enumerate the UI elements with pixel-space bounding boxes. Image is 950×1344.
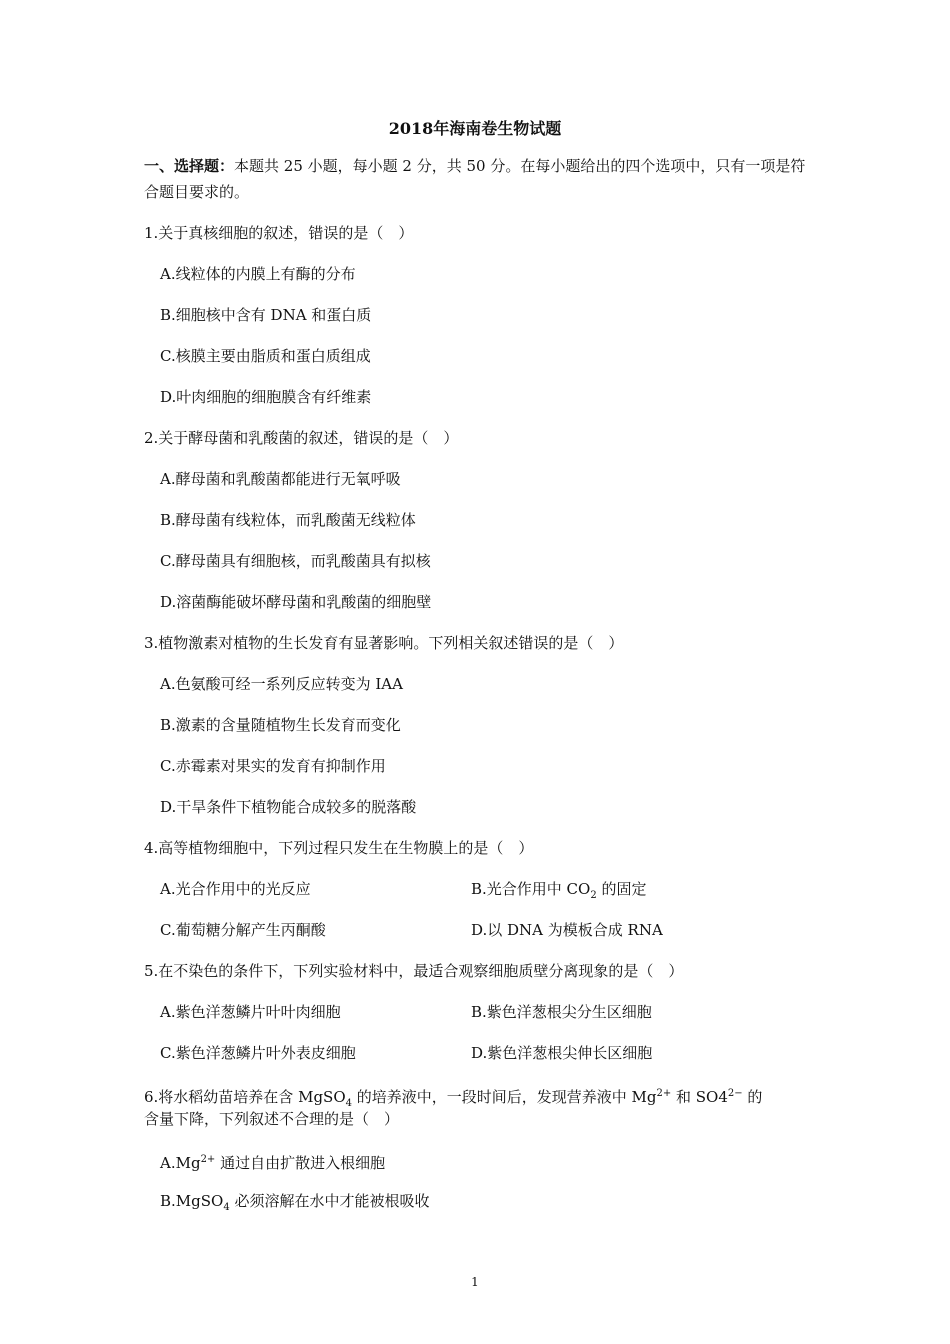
question-2-option-a: A.酵母菌和乳酸菌都能进行无氧呼吸 — [160, 470, 401, 488]
question-6-stem-subscript: 4 — [345, 1098, 352, 1109]
question-6-stem-part-d: 的 — [742, 1088, 763, 1106]
question-6-stem-line-2: 含量下降，下列叙述不合理的是（ ） — [144, 1110, 400, 1128]
question-6-stem-part-a: 6.将水稻幼苗培养在含 MgSO — [144, 1088, 346, 1106]
page-number: 1 — [471, 1275, 479, 1289]
question-5-option-c: C.紫色洋葱鳞片叶外表皮细胞 — [160, 1044, 356, 1062]
question-1-option-b: B.细胞核中含有 DNA 和蛋白质 — [160, 306, 372, 324]
question-2-stem: 2.关于酵母菌和乳酸菌的叙述，错误的是（ ） — [144, 429, 459, 447]
question-6-stem-part-c: 和 SO4 — [671, 1088, 728, 1106]
question-2-option-c: C.酵母菌具有细胞核，而乳酸菌具有拟核 — [160, 552, 431, 570]
question-5-option-d: D.紫色洋葱根尖伸长区细胞 — [471, 1044, 653, 1062]
question-6-option-b-post: 必须溶解在水中才能被根吸收 — [229, 1192, 430, 1210]
question-1-option-c: C.核膜主要由脂质和蛋白质组成 — [160, 347, 371, 365]
question-6-stem-superscript-1: 2+ — [656, 1088, 672, 1099]
question-5-option-b: B.紫色洋葱根尖分生区细胞 — [471, 1003, 652, 1021]
question-4-option-c: C.葡萄糖分解产生丙酮酸 — [160, 921, 326, 939]
question-6-option-a-post: 通过自由扩散进入根细胞 — [215, 1154, 386, 1172]
question-3-option-d: D.干旱条件下植物能合成较多的脱落酸 — [160, 798, 417, 816]
question-6-option-b — [160, 1189, 429, 1220]
question-4-option-b — [471, 877, 647, 908]
question-4-option-b-tail: 的固定 — [596, 880, 647, 898]
question-4-option-b-text: B.光合作用中 CO — [471, 880, 591, 898]
question-2-option-b: B.酵母菌有线粒体，而乳酸菌无线粒体 — [160, 511, 416, 529]
question-6-option-a-superscript: 2+ — [200, 1154, 216, 1165]
question-4-stem: 4.高等植物细胞中，下列过程只发生在生物膜上的是（ ） — [144, 839, 534, 857]
question-6-stem-part-b: 的培养液中，一段时间后，发现营养液中 Mg — [352, 1088, 657, 1106]
question-6-option-a — [160, 1148, 385, 1175]
section-text: 本题共 25 小题，每小题 2 分，共 50 分。在每小题给出的四个选项中，只有一项是符合题目要求的。 — [144, 157, 806, 201]
question-4-option-b-subscript: 2 — [590, 890, 597, 901]
document-title: 2018年海南卷生物试题 — [388, 119, 562, 138]
question-3-option-b: B.激素的含量随植物生长发育而变化 — [160, 716, 401, 734]
question-1-option-d: D.叶肉细胞的细胞膜含有纤维素 — [160, 388, 372, 406]
question-3-option-c: C.赤霉素对果实的发育有抑制作用 — [160, 757, 386, 775]
question-5-option-a: A.紫色洋葱鳞片叶叶肉细胞 — [160, 1003, 341, 1021]
question-2-option-d: D.溶菌酶能破坏酵母菌和乳酸菌的细胞壁 — [160, 593, 432, 611]
question-6-option-b-subscript: 4 — [223, 1202, 230, 1213]
question-6-stem-superscript-2: 2− — [727, 1088, 743, 1099]
question-1-stem: 1.关于真核细胞的叙述，错误的是（ ） — [144, 224, 414, 242]
question-6-option-b-pre: B.MgSO — [160, 1192, 224, 1210]
section-heading: 一、选择题： — [144, 157, 235, 175]
question-3-option-a: A.色氨酸可经一系列反应转变为 IAA — [160, 675, 403, 693]
question-4-option-a: A.光合作用中的光反应 — [160, 880, 311, 898]
question-3-stem: 3.植物激素对植物的生长发育有显著影响。下列相关叙述错误的是（ ） — [144, 634, 624, 652]
question-5-stem: 5.在不染色的条件下，下列实验材料中，最适合观察细胞质壁分离现象的是（ ） — [144, 962, 684, 980]
section-instructions — [144, 153, 809, 205]
question-4-option-d: D.以 DNA 为模板合成 RNA — [471, 921, 663, 939]
question-6-option-a-pre: A.Mg — [160, 1154, 201, 1172]
question-1-option-a: A.线粒体的内膜上有酶的分布 — [160, 265, 356, 283]
